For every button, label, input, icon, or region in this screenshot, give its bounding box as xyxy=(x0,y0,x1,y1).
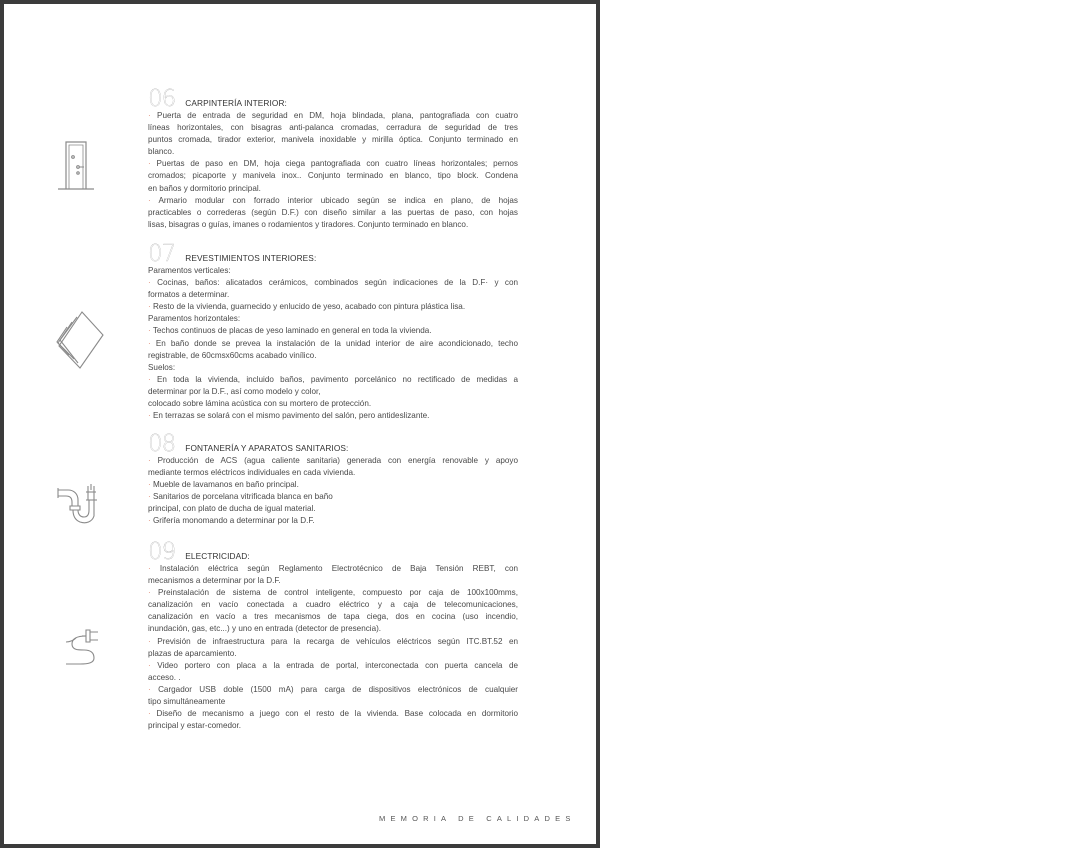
line-text: principal y estar-comedor. xyxy=(148,721,242,731)
line-text: blanco. xyxy=(148,147,175,157)
text-line xyxy=(148,146,518,158)
line-text: determinar por la D.F., así como modelo y color, xyxy=(148,386,321,396)
section-title: CARPINTERÍA INTERIOR: xyxy=(185,98,287,108)
line-text: Cargador USB doble (1500 mA) para carga de dispositivos electrónicos de cualquier xyxy=(150,684,518,694)
section-title: FONTANERÍA Y APARATOS SANITARIOS: xyxy=(185,443,349,453)
text-line xyxy=(148,195,518,207)
section-08 xyxy=(148,432,518,528)
text-line xyxy=(148,398,518,410)
text-line xyxy=(148,183,518,195)
text-line xyxy=(148,648,518,660)
text-line xyxy=(148,350,518,362)
text-line xyxy=(148,611,518,623)
line-text: tipo simultáneamente xyxy=(148,697,226,707)
section-body xyxy=(148,563,518,732)
text-line xyxy=(148,374,518,386)
line-text: Resto de la vivienda, guarnecido y enlucido de yeso, acabado con pintura plástica lisa. xyxy=(150,302,466,312)
text-line xyxy=(148,455,518,467)
line-text: principal, con plato de ducha de igual material. xyxy=(148,504,316,514)
line-text: canalización en vacío a tres mecanismos de tapa ciega, dos en cocina (uso incendio, xyxy=(148,612,518,622)
text-line xyxy=(148,720,518,732)
text-line xyxy=(148,636,518,648)
text-line xyxy=(148,708,518,720)
faucet-icon xyxy=(56,482,102,528)
text-line xyxy=(148,503,518,515)
section-06 xyxy=(148,87,518,231)
text-line xyxy=(148,587,518,599)
text-line xyxy=(148,110,518,122)
line-text: En toda la vivienda, incluido baños, pavimento porcelánico no rectificado de medidas a xyxy=(150,374,518,384)
text-line xyxy=(148,672,518,684)
text-line xyxy=(148,575,518,587)
bullet: · xyxy=(148,709,151,719)
line-text: canalización en vacío conectada a cuadro eléctrico y a caja de telecomunicaciones, xyxy=(148,600,518,610)
line-text: En baño donde se prevea la instalación de la unidad interior de aire acondicionado, techo xyxy=(150,338,518,348)
section-number: 06 xyxy=(148,86,176,112)
section-body xyxy=(148,265,518,422)
section-number: 08 xyxy=(148,431,176,457)
bullet: · xyxy=(148,588,151,598)
line-text: lisas, bisagras o guías, imanes o rodamientos y tiradores. Conjunto terminado en blanco. xyxy=(148,219,469,229)
line-text: practicables o correderas (según D.F.) con diseño similar a las puertas de paso, con hojas xyxy=(148,207,518,217)
tiles-icon xyxy=(56,310,106,370)
line-text: Cocinas, baños: alicatados cerámicos, combinados según indicaciones de la D.F· y con xyxy=(150,278,518,288)
text-line xyxy=(148,277,518,289)
line-text: acceso. . xyxy=(148,672,181,682)
line-text: formatos a determinar. xyxy=(148,290,230,300)
bullet: · xyxy=(148,374,151,384)
text-line xyxy=(148,338,518,350)
text-line xyxy=(148,660,518,672)
text-line xyxy=(148,410,518,422)
line-text: En terrazas se solará con el mismo pavimento del salón, pero antideslizante. xyxy=(150,411,430,421)
line-text: mediante termos eléctricos individuales en cada vivienda. xyxy=(148,468,356,478)
bullet: · xyxy=(148,411,151,421)
text-line xyxy=(148,599,518,611)
text-line xyxy=(148,362,518,374)
plug-icon xyxy=(62,622,102,666)
bullet: · xyxy=(148,564,151,573)
line-text: Producción de ACS (agua caliente sanitaria) generada con energía renovable y apoyo xyxy=(150,456,518,465)
footer-title: MEMORIA DE CALIDADES xyxy=(379,814,576,823)
section-heading xyxy=(148,539,518,565)
line-text: puntos cromada, tirador exterior, manivela inoxidable y mirilla óptica. Conjunto terminado en xyxy=(148,135,518,145)
section-body xyxy=(148,110,518,231)
line-text: inundación, gas, etc...) y uno en entrada (detector de presencia). xyxy=(148,624,382,634)
line-text: Paramentos verticales: xyxy=(148,266,231,275)
line-text: Preinstalación de sistema de control inteligente, compuesto por caja de 100x100mms, xyxy=(150,588,518,598)
text-line xyxy=(148,515,518,527)
bullet: · xyxy=(148,111,151,120)
text-line xyxy=(148,170,518,182)
section-body xyxy=(148,455,518,528)
text-line xyxy=(148,122,518,134)
text-line xyxy=(148,479,518,491)
bullet: · xyxy=(148,660,151,670)
line-text: registrable, de 60cmsx60cms acabado vinílico. xyxy=(148,350,317,360)
door-icon xyxy=(56,139,96,191)
section-09 xyxy=(148,540,518,732)
line-text: Puertas de paso en DM, hoja ciega pantografiada con cuatro líneas horizontales; pernos xyxy=(150,159,518,169)
line-text: mecanismos a determinar por la D.F. xyxy=(148,576,281,586)
text-line xyxy=(148,219,518,231)
line-text: Instalación eléctrica según Reglamento Electrotécnico de Baja Tensión REBT, con xyxy=(150,564,518,573)
text-line xyxy=(148,158,518,170)
section-07 xyxy=(148,242,518,422)
bullet: · xyxy=(148,684,151,694)
bullet: · xyxy=(148,480,151,490)
line-text: Suelos: xyxy=(148,362,176,372)
text-line xyxy=(148,386,518,398)
line-text: Previsión de infraestructura para la recarga de vehículos eléctricos según ITC.BT.52 en xyxy=(150,636,518,646)
line-text: Techos continuos de placas de yeso laminado en general en toda la vivienda. xyxy=(150,326,432,336)
line-text: Sanitarios de porcelana vitrificada blanca en baño xyxy=(150,492,333,502)
bullet: · xyxy=(148,456,151,465)
line-text: Diseño de mecanismo a juego con el resto de la vivienda. Base colocada en dormitorio xyxy=(150,709,518,719)
text-line xyxy=(148,289,518,301)
line-text: Paramentos horizontales: xyxy=(148,314,241,324)
line-text: en baños y dormitorio principal. xyxy=(148,183,261,193)
section-heading xyxy=(148,241,518,267)
text-line xyxy=(148,467,518,479)
section-number: 07 xyxy=(148,241,176,267)
line-text: Armario modular con forrado interior ubicado según se indica en plano, de hojas xyxy=(150,195,518,205)
text-line xyxy=(148,684,518,696)
section-heading xyxy=(148,431,518,457)
text-line xyxy=(148,134,518,146)
line-text: plazas de aparcamiento. xyxy=(148,648,237,658)
section-title: REVESTIMIENTOS INTERIORES: xyxy=(185,253,317,263)
text-line xyxy=(148,491,518,503)
line-text: cromados; picaporte y manivela inox.. Conjunto terminado en blanco, tipo block. Condena xyxy=(148,171,518,181)
text-line xyxy=(148,313,518,325)
line-text: Video portero con placa a la entrada de portal, interconectada con puerta cancela de xyxy=(150,660,518,670)
line-text: Grifería monomando a determinar por la D.F. xyxy=(150,516,315,526)
section-heading xyxy=(148,86,518,112)
line-text: Puerta de entrada de seguridad en DM, hoja blindada, plana, pantografiada con cuatro xyxy=(150,111,518,120)
section-title: ELECTRICIDAD: xyxy=(185,551,250,561)
bullet: · xyxy=(148,338,151,348)
bullet: · xyxy=(148,302,151,312)
line-text: líneas horizontales, con bisagras anti-palanca cromadas, cerradura de seguridad de tres xyxy=(148,123,518,133)
text-line xyxy=(148,325,518,337)
text-line xyxy=(148,301,518,313)
bullet: · xyxy=(148,516,151,526)
bullet: · xyxy=(148,636,151,646)
text-line xyxy=(148,563,518,575)
text-line xyxy=(148,696,518,708)
bullet: · xyxy=(148,492,151,502)
line-text: colocado sobre lámina acústica con su mortero de protección. xyxy=(148,399,372,409)
section-number: 09 xyxy=(148,539,176,565)
line-text: Mueble de lavamanos en baño principal. xyxy=(150,480,299,490)
bullet: · xyxy=(148,195,151,205)
bullet: · xyxy=(148,326,151,336)
bullet: · xyxy=(148,278,151,288)
text-line xyxy=(148,623,518,635)
text-line xyxy=(148,265,518,277)
text-line xyxy=(148,207,518,219)
bullet: · xyxy=(148,159,151,169)
